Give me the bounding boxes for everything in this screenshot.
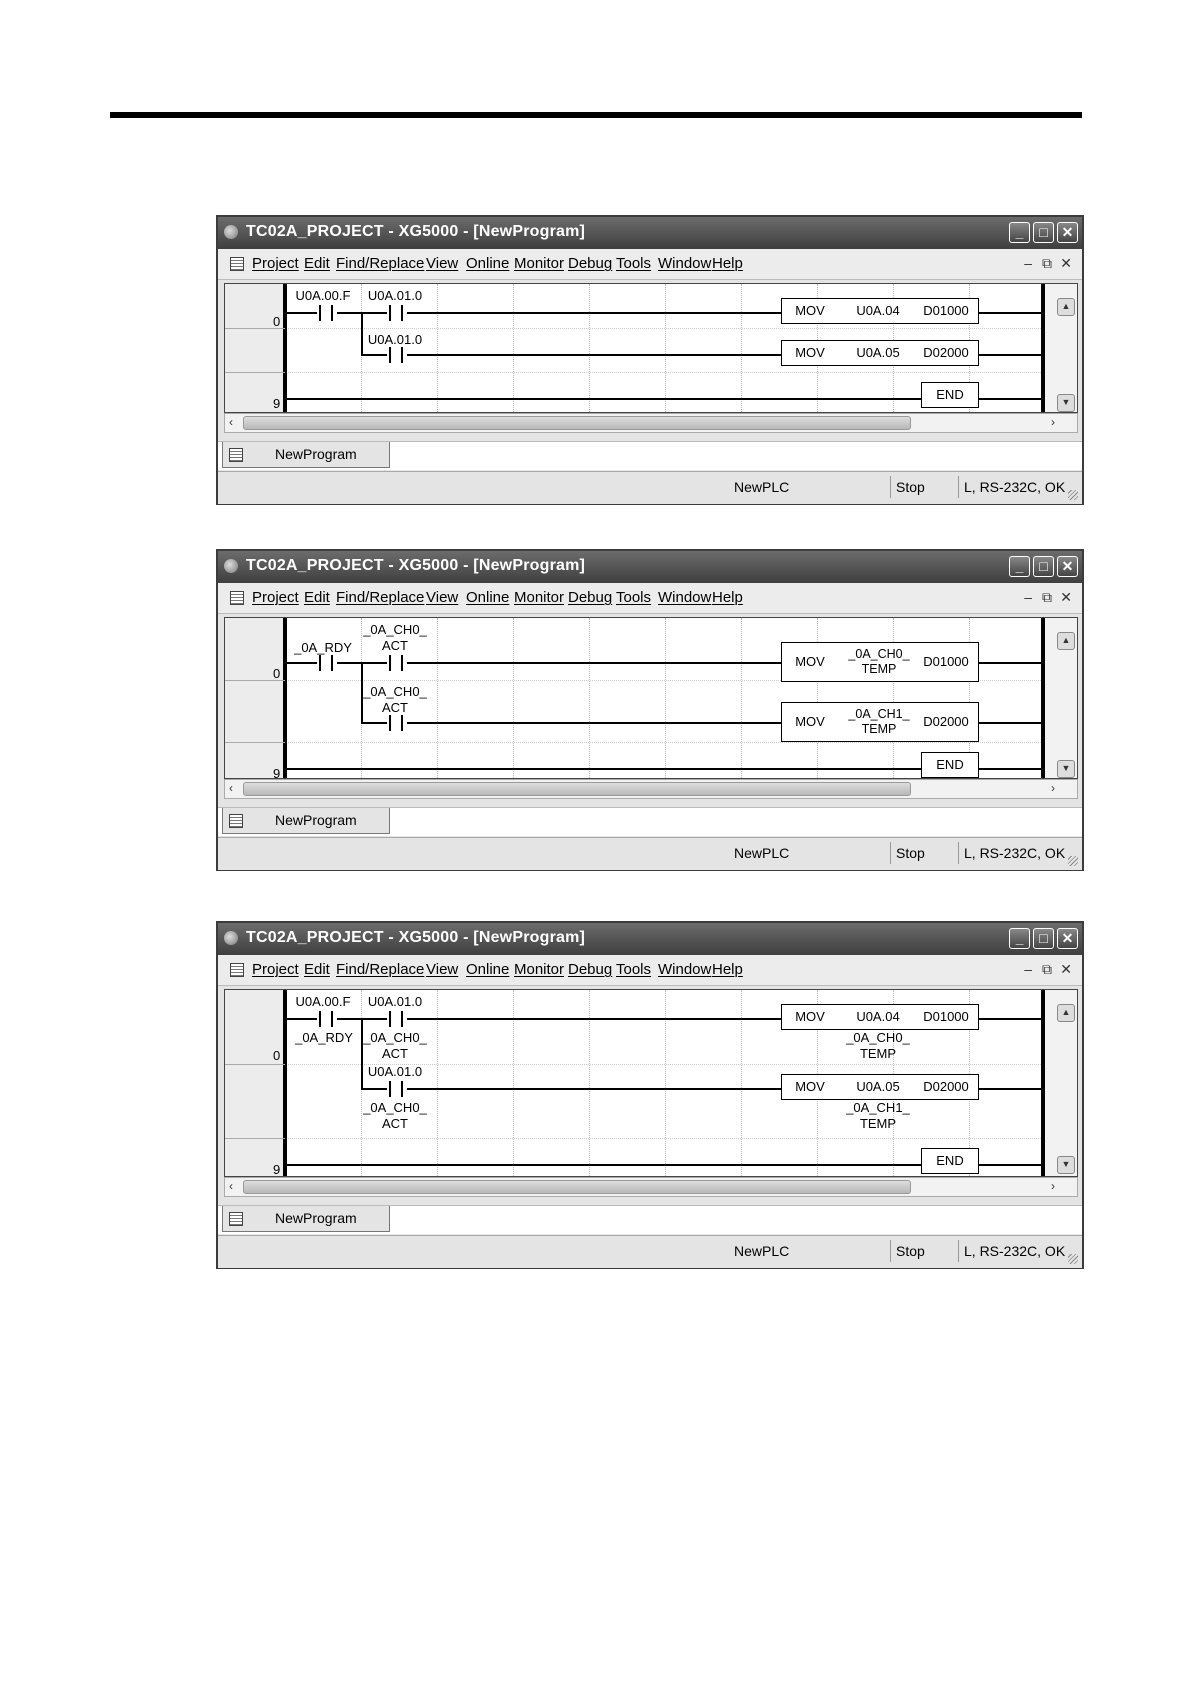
tab-label: NewProgram [275,812,357,828]
scroll-right-icon[interactable]: › [1051,415,1055,429]
contact-label: ACT [382,700,408,715]
status-bar [218,837,1082,870]
scroll-thumb[interactable] [243,782,911,796]
menu-bar [218,955,1082,986]
tab-newprogram[interactable] [222,808,390,834]
mov-source: TEMP [861,722,897,736]
scroll-left-icon[interactable]: ‹ [229,1179,233,1193]
horizontal-scrollbar[interactable] [224,1177,1078,1197]
mov-instruction-box[interactable] [781,702,979,742]
menu-monitor[interactable]: Monitor [514,255,565,272]
minimize-button[interactable]: _ [1009,556,1030,577]
variable-comment: _0A_RDY [295,1030,353,1045]
mov-instruction-box[interactable] [781,1004,979,1030]
mov-op: MOV [795,303,825,318]
scroll-thumb[interactable] [243,1180,911,1194]
mdi-restore-icon[interactable]: ⧉ [1042,255,1052,271]
status-connection: L, RS-232C, OK [964,479,1066,495]
status-plc: NewPLC [734,479,790,495]
contact-symbol[interactable] [315,305,337,321]
menu-tools[interactable]: Tools [616,589,652,606]
line-gutter [225,284,285,412]
vertical-scrollbar[interactable] [1043,618,1077,778]
scroll-down-icon[interactable]: ▼ [1057,1156,1075,1174]
menu-project[interactable]: Project [252,255,299,272]
maximize-button[interactable]: □ [1033,556,1054,577]
document-icon [230,591,244,605]
program-tabs [218,1205,1082,1234]
menu-online[interactable]: Online [466,961,510,978]
scroll-left-icon[interactable]: ‹ [229,415,233,429]
maximize-button[interactable]: □ [1033,222,1054,243]
menu-view[interactable]: View [426,961,459,978]
variable-comment: _0A_CH1_ [846,1100,910,1115]
window-title: TC02A_PROJECT - XG5000 - [NewProgram] [246,223,586,240]
mov-destination: D01000 [923,303,969,318]
status-connection: L, RS-232C, OK [964,845,1066,861]
document-icon [230,963,244,977]
ladder-editor[interactable] [224,989,1078,1177]
mov-source: U0A.04 [856,1009,900,1024]
minimize-button[interactable]: _ [1009,928,1030,949]
menu-online[interactable]: Online [466,589,510,606]
tab-label: NewProgram [275,446,357,462]
app-icon [224,931,238,945]
mdi-close-icon[interactable]: ✕ [1060,255,1072,271]
status-plc: NewPLC [734,1243,790,1259]
contact-label: U0A.01.0 [367,1064,423,1079]
status-plc: NewPLC [734,845,790,861]
xg5000-window-3 [216,921,1084,1269]
title-bar[interactable] [218,923,1082,955]
resize-grip-icon[interactable] [1068,856,1078,866]
menu-tools[interactable]: Tools [616,961,652,978]
resize-grip-icon[interactable] [1068,1254,1078,1264]
menu-edit[interactable]: Edit [304,589,330,606]
contact-symbol[interactable] [385,305,407,321]
close-button[interactable]: ✕ [1057,928,1078,949]
contact-label: U0A.01.0 [367,332,423,347]
end-instruction-box[interactable] [921,1148,979,1174]
contact-symbol[interactable] [315,1011,337,1027]
scroll-left-icon[interactable]: ‹ [229,781,233,795]
header-rule [110,112,1082,118]
contact-label: U0A.01.0 [367,994,423,1009]
horizontal-scrollbar[interactable] [224,779,1078,799]
mdi-close-icon[interactable]: ✕ [1060,961,1072,977]
tab-newprogram[interactable] [222,442,390,468]
contact-label: U0A.00.F [295,994,351,1009]
window-title: TC02A_PROJECT - XG5000 - [NewProgram] [246,557,586,574]
document-icon [230,257,244,271]
line-number: 9 [273,396,281,411]
line-number: 0 [273,314,281,329]
mdi-minimize-icon[interactable]: – [1024,589,1032,605]
mov-source: U0A.05 [856,345,900,360]
scroll-down-icon[interactable]: ▼ [1057,760,1075,778]
program-tabs [218,807,1082,836]
ladder-editor[interactable] [224,283,1078,413]
title-bar[interactable] [218,217,1082,249]
end-label: END [936,757,964,772]
mov-op: MOV [795,1009,825,1024]
mov-destination: D01000 [923,654,969,669]
status-mode: Stop [896,479,925,495]
mov-source: _0A_CH1_ [848,707,910,721]
scroll-up-icon[interactable]: ▲ [1057,298,1075,316]
mov-instruction-box[interactable] [781,1074,979,1100]
mov-source: U0A.04 [856,303,900,318]
contact-symbol[interactable] [385,347,407,363]
menu-monitor[interactable]: Monitor [514,961,565,978]
menu-online[interactable]: Online [466,255,510,272]
mov-source: TEMP [861,662,897,676]
contact-symbol[interactable] [385,655,407,671]
menu-window[interactable]: Window [658,589,712,606]
contact-symbol[interactable] [315,655,337,671]
contact-label: _0A_RDY [294,640,352,655]
scroll-right-icon[interactable]: › [1051,1179,1055,1193]
menu-monitor[interactable]: Monitor [514,589,565,606]
variable-comment: ACT [382,1116,408,1131]
tab-label: NewProgram [275,1210,357,1226]
variable-comment: _0A_CH0_ [363,1030,427,1045]
title-bar[interactable] [218,551,1082,583]
variable-comment: TEMP [859,1046,897,1061]
mov-destination: D01000 [923,1009,969,1024]
program-icon [229,448,243,462]
menu-debug[interactable]: Debug [568,255,613,272]
variable-comment: TEMP [859,1116,897,1131]
mov-instruction-box[interactable] [781,340,979,366]
end-label: END [936,387,964,402]
menu-window[interactable]: Window [658,961,712,978]
menu-find-replace[interactable]: Find/Replace [336,589,425,606]
menu-debug[interactable]: Debug [568,961,613,978]
mov-op: MOV [795,345,825,360]
scroll-right-icon[interactable]: › [1051,781,1055,795]
status-bar [218,1235,1082,1268]
contact-label: U0A.00.F [295,288,351,303]
mov-op: MOV [795,714,825,729]
scroll-up-icon[interactable]: ▲ [1057,1004,1075,1022]
menu-project[interactable]: Project [252,961,299,978]
xg5000-window-1 [216,215,1084,505]
app-icon [224,225,238,239]
close-button[interactable]: ✕ [1057,556,1078,577]
vertical-scrollbar[interactable] [1043,284,1077,412]
contact-label: U0A.01.0 [367,288,423,303]
mov-op: MOV [795,654,825,669]
menu-help[interactable]: Help [712,255,743,272]
ladder-editor[interactable] [224,617,1078,779]
end-label: END [936,1153,964,1168]
mov-op: MOV [795,1079,825,1094]
mov-destination: D02000 [923,1079,969,1094]
line-gutter [225,618,285,778]
vertical-scrollbar[interactable] [1043,990,1077,1176]
status-connection: L, RS-232C, OK [964,1243,1066,1259]
menu-project[interactable]: Project [252,589,299,606]
menu-edit[interactable]: Edit [304,255,330,272]
status-mode: Stop [896,1243,925,1259]
line-number: 9 [273,766,281,779]
menu-bar [218,583,1082,614]
horizontal-scrollbar[interactable] [224,413,1078,433]
menu-help[interactable]: Help [712,961,743,978]
program-tabs [218,441,1082,470]
menu-window[interactable]: Window [658,255,712,272]
scroll-thumb[interactable] [243,416,911,430]
variable-comment: ACT [382,1046,408,1061]
close-button[interactable]: ✕ [1057,222,1078,243]
xg5000-window-2 [216,549,1084,871]
mov-source: _0A_CH0_ [848,647,910,661]
line-number: 0 [273,666,281,681]
resize-grip-icon[interactable] [1068,490,1078,500]
mdi-minimize-icon[interactable]: – [1024,255,1032,271]
scroll-up-icon[interactable]: ▲ [1057,632,1075,650]
variable-comment: _0A_CH0_ [363,1100,427,1115]
menu-find-replace[interactable]: Find/Replace [336,961,425,978]
variable-comment: _0A_CH0_ [846,1030,910,1045]
minimize-button[interactable]: _ [1009,222,1030,243]
menu-view[interactable]: View [426,589,459,606]
menu-view[interactable]: View [426,255,459,272]
menu-help[interactable]: Help [712,589,743,606]
tab-newprogram[interactable] [222,1206,390,1232]
maximize-button[interactable]: □ [1033,928,1054,949]
app-icon [224,559,238,573]
status-mode: Stop [896,845,925,861]
mov-destination: D02000 [923,345,969,360]
contact-symbol[interactable] [385,1081,407,1097]
line-number: 0 [273,1048,281,1063]
program-icon [229,814,243,828]
menu-debug[interactable]: Debug [568,589,613,606]
contact-label: _0A_CH0_ [363,684,427,699]
mov-instruction-box[interactable] [781,298,979,324]
menu-edit[interactable]: Edit [304,961,330,978]
contact-label: ACT [382,638,408,653]
contact-symbol[interactable] [385,715,407,731]
contact-symbol[interactable] [385,1011,407,1027]
contact-label: _0A_CH0_ [363,622,427,637]
line-gutter [225,990,285,1176]
end-instruction-box[interactable] [921,382,979,408]
menu-tools[interactable]: Tools [616,255,652,272]
status-bar [218,471,1082,504]
mdi-restore-icon[interactable]: ⧉ [1042,589,1052,605]
scroll-down-icon[interactable]: ▼ [1057,394,1075,412]
menu-bar [218,249,1082,280]
window-title: TC02A_PROJECT - XG5000 - [NewProgram] [246,929,586,946]
program-icon [229,1212,243,1226]
mov-instruction-box[interactable] [781,642,979,682]
menu-find-replace[interactable]: Find/Replace [336,255,425,272]
mdi-close-icon[interactable]: ✕ [1060,589,1072,605]
mov-destination: D02000 [923,714,969,729]
line-number: 9 [273,1162,281,1177]
mdi-minimize-icon[interactable]: – [1024,961,1032,977]
end-instruction-box[interactable] [921,752,979,778]
mov-source: U0A.05 [856,1079,900,1094]
mdi-restore-icon[interactable]: ⧉ [1042,961,1052,977]
